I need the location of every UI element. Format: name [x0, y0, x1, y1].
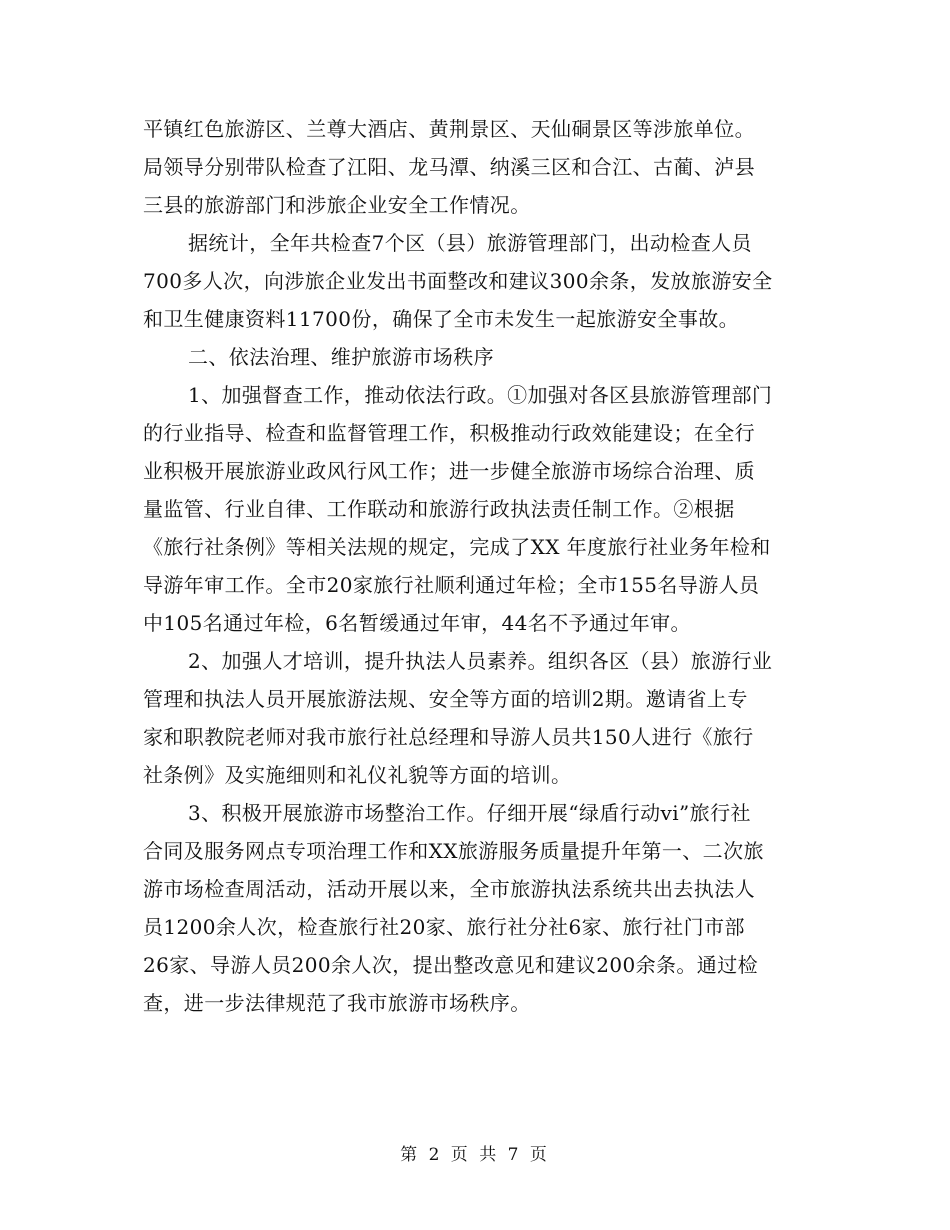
paragraph-first-line: 3、积极开展旅游市场整治工作。仔细开展“绿盾行动vi”旅行社 — [188, 801, 751, 825]
text-line: 导游年审工作。全市20家旅行社顺利通过年检；全市155名导游人员 — [143, 573, 760, 597]
text-line: 平镇红色旅游区、兰尊大酒店、黄荆景区、天仙硐景区等涉旅单位。 — [143, 117, 755, 141]
text-line: 家和职教院老师对我市旅行社总经理和导游人员共150人进行《旅行 — [143, 725, 754, 749]
paragraph-first-line: 1、加强督查工作，推动依法行政。①加强对各区县旅游管理部门 — [188, 383, 773, 407]
text-line: 的行业指导、检查和监督管理工作，积极推动行政效能建设；在全行 — [143, 421, 755, 445]
paragraph-first-line: 据统计，全年共检查7个区（县）旅游管理部门，出动检查人员 — [188, 231, 752, 255]
text-line: 查，进一步法律规范了我市旅游市场秩序。 — [143, 991, 531, 1015]
text-line: 《旅行社条例》等相关法规的规定，完成了XX 年度旅行社业务年检和 — [143, 535, 771, 559]
page-number-footer: 第 2 页 共 7 页 — [400, 1145, 550, 1165]
document-body — [143, 110, 813, 1022]
text-line: 700多人次，向涉旅企业发出书面整改和建议300余条，发放旅游安全 — [143, 269, 773, 293]
paragraph-first-line: 2、加强人才培训，提升执法人员素养。组织各区（县）旅游行业 — [188, 649, 773, 673]
text-line: 量监管、行业自律、工作联动和旅游行政执法责任制工作。②根据 — [143, 497, 735, 521]
text-line: 社条例》及实施细则和礼仪礼貌等方面的培训。 — [143, 763, 572, 787]
text-line: 员1200余人次，检查旅行社20家、旅行社分社6家、旅行社门市部 — [143, 915, 745, 939]
text-line: 和卫生健康资料11700份，确保了全市未发生一起旅游安全事故。 — [143, 307, 740, 331]
text-line: 26家、导游人员200余人次，提出整改意见和建议200余条。通过检 — [143, 953, 758, 977]
section-heading: 二、依法治理、维护旅游市场秩序 — [188, 345, 494, 369]
text-line: 管理和执法人员开展旅游法规、安全等方面的培训2期。邀请省上专 — [143, 687, 748, 711]
text-line: 合同及服务网点专项治理工作和XX旅游服务质量提升年第一、二次旅 — [143, 839, 764, 863]
text-line: 局领导分别带队检查了江阳、龙马潭、纳溪三区和合江、古蔺、泸县 — [143, 155, 755, 179]
text-line: 业积极开展旅游业政风行风工作；进一步健全旅游市场综合治理、质 — [143, 459, 755, 483]
text-line: 三县的旅游部门和涉旅企业安全工作情况。 — [143, 193, 531, 217]
text-line: 游市场检查周活动，活动开展以来，全市旅游执法系统共出去执法人 — [143, 877, 755, 901]
text-line: 中105名通过年检，6名暂缓通过年审，44名不予通过年审。 — [143, 611, 691, 635]
